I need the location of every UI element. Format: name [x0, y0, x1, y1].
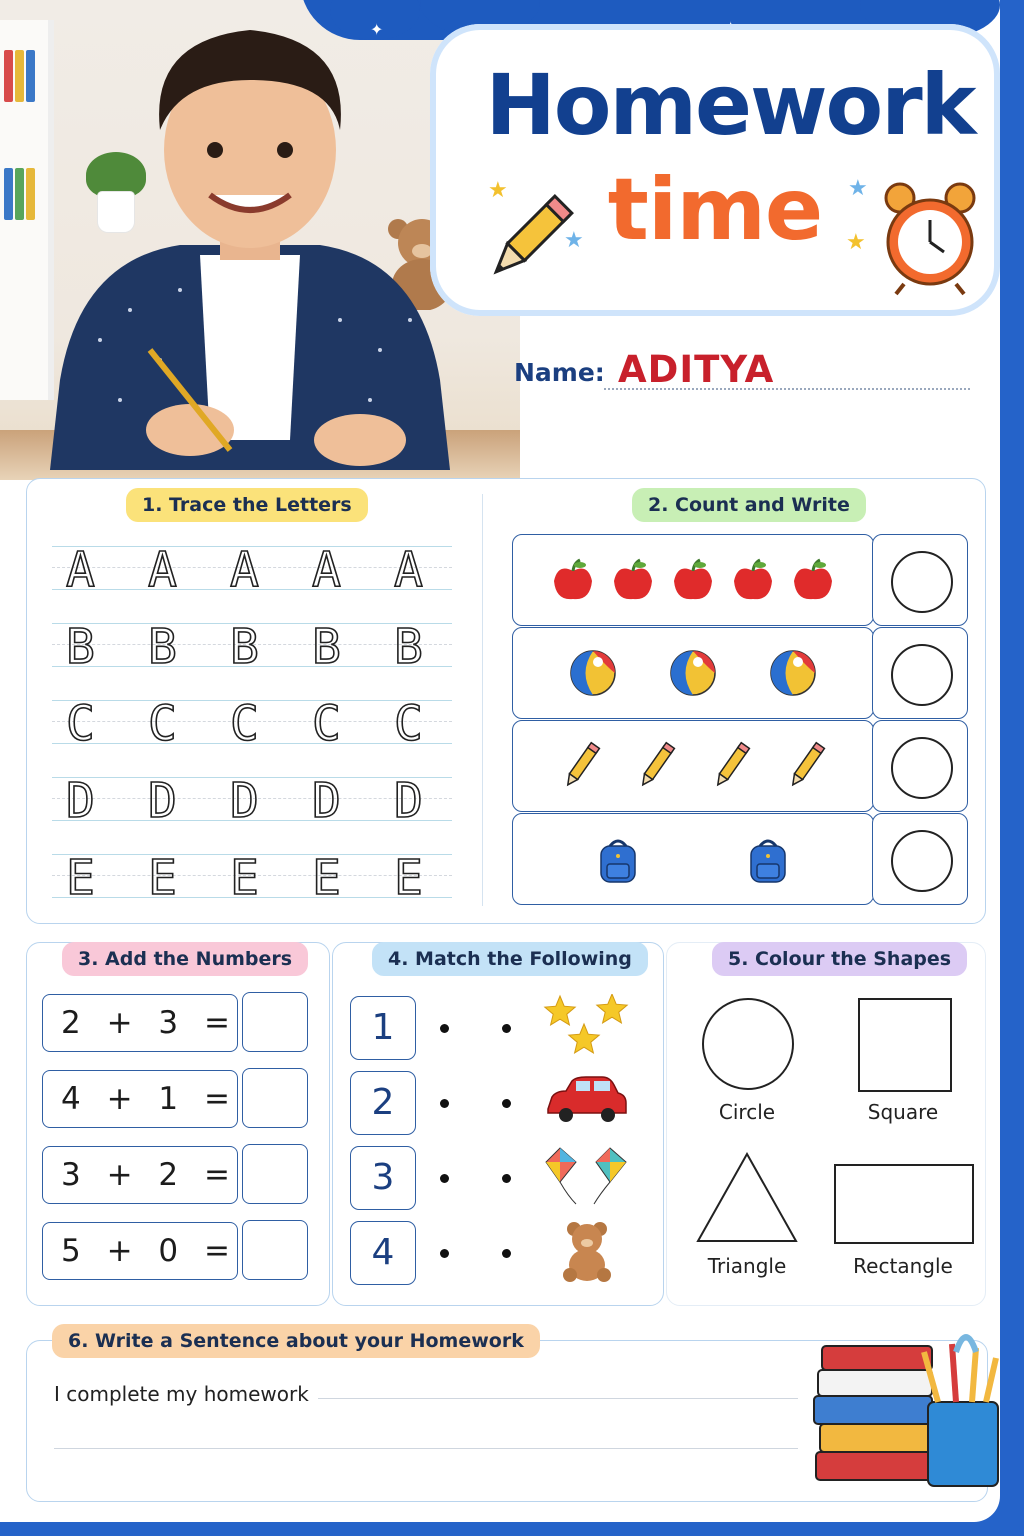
trace-letter[interactable]: A	[230, 542, 259, 598]
trace-row	[52, 619, 452, 675]
trace-letter[interactable]: E	[312, 850, 341, 906]
sentence-line-1[interactable]	[318, 1398, 798, 1399]
match-dot-right[interactable]	[502, 1174, 511, 1183]
match-number-box[interactable]: 3	[350, 1146, 416, 1210]
match-number-box[interactable]: 2	[350, 1071, 416, 1135]
trace-letter[interactable]: B	[66, 619, 95, 675]
circle-label: Circle	[718, 1100, 776, 1124]
equation-box	[42, 1070, 238, 1128]
stars-icon	[542, 994, 632, 1058]
count-row	[512, 720, 874, 812]
count-answer-circle[interactable]	[891, 830, 953, 892]
trace-letter[interactable]: B	[230, 619, 259, 675]
trace-letter[interactable]: E	[148, 850, 177, 906]
triangle-shape[interactable]	[696, 1152, 798, 1244]
trace-row	[52, 542, 452, 598]
answer-box[interactable]	[242, 1144, 308, 1204]
backpack-icon	[743, 834, 793, 884]
match-heading: 4. Match the Following	[372, 942, 648, 976]
apple-icon	[548, 555, 598, 605]
name-label: Name:	[514, 358, 605, 387]
title-time: time	[607, 160, 823, 260]
star-icon: ★	[488, 178, 508, 203]
beach-ball-icon	[768, 648, 818, 698]
alarm-clock-icon	[882, 180, 978, 296]
car-icon	[542, 1069, 632, 1133]
trace-letter[interactable]: D	[66, 773, 95, 829]
shapes-panel	[666, 942, 986, 1306]
rectangle-label: Rectangle	[853, 1254, 953, 1278]
boy-illustration	[40, 20, 460, 470]
answer-box[interactable]	[242, 1068, 308, 1128]
equation-box	[42, 994, 238, 1052]
equation-box	[42, 1146, 238, 1204]
equation-text: 2 + 3 =	[61, 1005, 231, 1041]
match-dot-left[interactable]	[440, 1099, 449, 1108]
trace-letter[interactable]: E	[66, 850, 95, 906]
match-number-box[interactable]: 1	[350, 996, 416, 1060]
star-icon: ★	[564, 228, 584, 253]
beach-ball-icon	[668, 648, 718, 698]
trace-letter[interactable]: C	[394, 696, 423, 752]
sentence-heading: 6. Write a Sentence about your Homework	[52, 1324, 540, 1358]
rectangle-shape[interactable]	[834, 1164, 974, 1244]
match-dot-left[interactable]	[440, 1174, 449, 1183]
kites-icon	[542, 1144, 632, 1208]
match-dot-left[interactable]	[440, 1249, 449, 1258]
pencil-icon	[556, 741, 606, 791]
square-label: Square	[867, 1100, 939, 1124]
trace-letter[interactable]: E	[230, 850, 259, 906]
count-row	[512, 813, 874, 905]
trace-letter[interactable]: D	[148, 773, 177, 829]
trace-heading: 1. Trace the Letters	[126, 488, 368, 522]
star-icon: ✦	[370, 20, 384, 39]
shapes-heading: 5. Colour the Shapes	[712, 942, 967, 976]
trace-row	[52, 850, 452, 906]
trace-letter[interactable]: A	[66, 542, 95, 598]
match-dot-right[interactable]	[502, 1249, 511, 1258]
circle-shape[interactable]	[702, 998, 794, 1090]
trace-letter[interactable]: D	[230, 773, 259, 829]
match-dot-right[interactable]	[502, 1099, 511, 1108]
count-answer-box	[872, 534, 968, 626]
apple-icon	[668, 555, 718, 605]
books-pencil-cup-icon	[806, 1322, 1000, 1498]
pencil-icon	[781, 741, 831, 791]
backpack-icon	[593, 834, 643, 884]
answer-box[interactable]	[242, 1220, 308, 1280]
trace-letter[interactable]: D	[394, 773, 423, 829]
trace-letter[interactable]: A	[394, 542, 423, 598]
triangle-label: Triangle	[707, 1254, 787, 1278]
count-answer-box	[872, 627, 968, 719]
trace-letter[interactable]: B	[312, 619, 341, 675]
title-homework: Homework	[485, 56, 975, 154]
answer-box[interactable]	[242, 992, 308, 1052]
pencil-icon	[478, 190, 578, 290]
count-row	[512, 534, 874, 626]
count-answer-circle[interactable]	[891, 737, 953, 799]
equation-text: 3 + 2 =	[61, 1157, 231, 1193]
equation-box	[42, 1222, 238, 1280]
name-field[interactable]: ADITYA	[618, 348, 775, 391]
count-row	[512, 627, 874, 719]
beach-ball-icon	[568, 648, 618, 698]
square-shape[interactable]	[858, 998, 952, 1092]
trace-letter[interactable]: A	[312, 542, 341, 598]
apple-icon	[608, 555, 658, 605]
trace-letter[interactable]: B	[394, 619, 423, 675]
match-dot-left[interactable]	[440, 1024, 449, 1033]
match-number-box[interactable]: 4	[350, 1221, 416, 1285]
sentence-line-2[interactable]	[54, 1448, 798, 1449]
trace-letter[interactable]: D	[312, 773, 341, 829]
sentence-prompt: I complete my homework	[54, 1382, 309, 1406]
match-dot-right[interactable]	[502, 1024, 511, 1033]
apple-icon	[788, 555, 838, 605]
count-answer-circle[interactable]	[891, 644, 953, 706]
count-answer-box	[872, 720, 968, 812]
trace-letter[interactable]: B	[148, 619, 177, 675]
star-icon: ★	[848, 176, 868, 201]
add-heading: 3. Add the Numbers	[62, 942, 308, 976]
trace-letter[interactable]: E	[394, 850, 423, 906]
count-heading: 2. Count and Write	[632, 488, 866, 522]
equation-text: 4 + 1 =	[61, 1081, 231, 1117]
trace-row	[52, 696, 452, 752]
trace-letter[interactable]: A	[148, 542, 177, 598]
trace-letter[interactable]: C	[312, 696, 341, 752]
pencil-icon	[706, 741, 756, 791]
star-icon: ★	[846, 230, 866, 255]
trace-letter[interactable]: C	[66, 696, 95, 752]
trace-letter[interactable]: C	[148, 696, 177, 752]
count-answer-box	[872, 813, 968, 905]
pencil-icon	[631, 741, 681, 791]
trace-letter[interactable]: C	[230, 696, 259, 752]
teddy-bear-icon	[542, 1219, 632, 1283]
count-answer-circle[interactable]	[891, 551, 953, 613]
equation-text: 5 + 0 =	[61, 1233, 231, 1269]
apple-icon	[728, 555, 778, 605]
trace-row	[52, 773, 452, 829]
